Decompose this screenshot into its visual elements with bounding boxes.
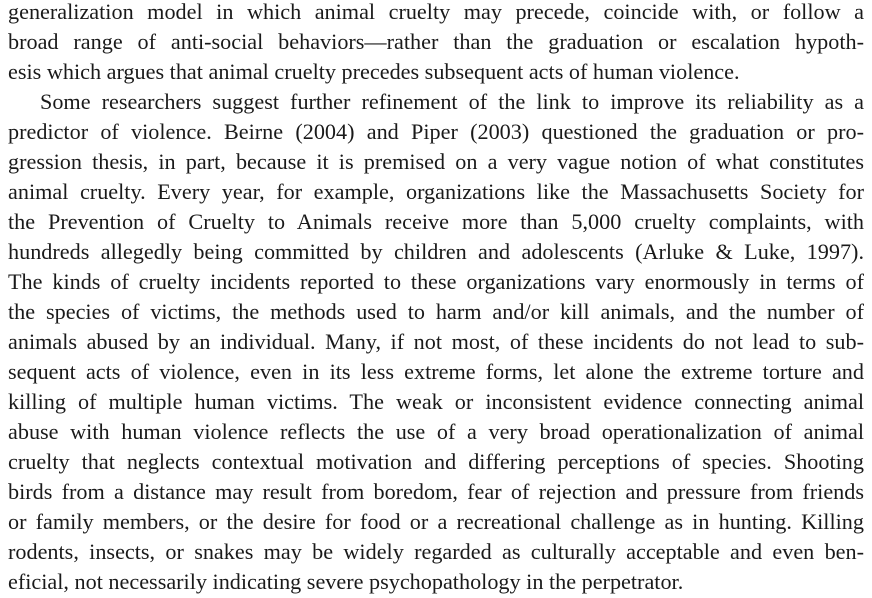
paragraph-2-line: hundreds allegedly being committed by children and adolescents (Arluke & Luke, 1997).	[8, 239, 864, 264]
paragraph-2-line: killing of multiple human victims. The weak or inconsistent evidence connecting animal	[8, 389, 864, 414]
paragraph-2-line: Some researchers suggest further refinement of the link to improve its reliability as a	[40, 89, 864, 114]
paragraph-2-line: The kinds of cruelty incidents reported to these organizations vary enormously in terms of	[8, 269, 864, 294]
paragraph-2-line: sequent acts of violence, even in its less extreme forms, let alone the extreme torture and	[8, 359, 864, 384]
paragraph-2-line: animals abused by an individual. Many, if not most, of these incidents do not lead to sub-	[8, 329, 864, 354]
paragraph-2-line: animal cruelty. Every year, for example, organizations like the Massachusetts Society for	[8, 179, 864, 204]
paragraph-1-line: generalization model in which animal cruelty may precede, coincide with, or follow a	[8, 0, 864, 24]
paragraph-2-line: abuse with human violence reflects the use of a very broad operationalization of animal	[8, 419, 864, 444]
paragraph-1-line: esis which argues that animal cruelty precedes subsequent acts of human violence.	[8, 59, 740, 84]
paragraph-2-line: the Prevention of Cruelty to Animals receive more than 5,000 cruelty complaints, with	[8, 209, 864, 234]
paragraph-2-line: birds from a distance may result from boredom, fear of rejection and pressure from friends	[8, 479, 864, 504]
paragraph-2-line: cruelty that neglects contextual motivation and differing perceptions of species. Shooting	[8, 449, 864, 474]
paragraph-2-line: the species of victims, the methods used to harm and/or kill animals, and the number of	[8, 299, 864, 324]
paragraph-2-line: predictor of violence. Beirne (2004) and Piper (2003) questioned the graduation or pro-	[8, 119, 864, 144]
paragraph-1-line: broad range of anti-social behaviors—rather than the graduation or escalation hypoth-	[8, 29, 864, 54]
paragraph-2-line: or family members, or the desire for food or a recreational challenge as in hunting. Killing	[8, 509, 864, 534]
paragraph-2-line: eficial, not necessarily indicating severe psychopathology in the perpetrator.	[8, 569, 684, 594]
paragraph-2-line: rodents, insects, or snakes may be widely regarded as culturally acceptable and even ben-	[8, 539, 864, 564]
paragraph-2-line: gression thesis, in part, because it is premised on a very vague notion of what constitutes	[8, 149, 864, 174]
